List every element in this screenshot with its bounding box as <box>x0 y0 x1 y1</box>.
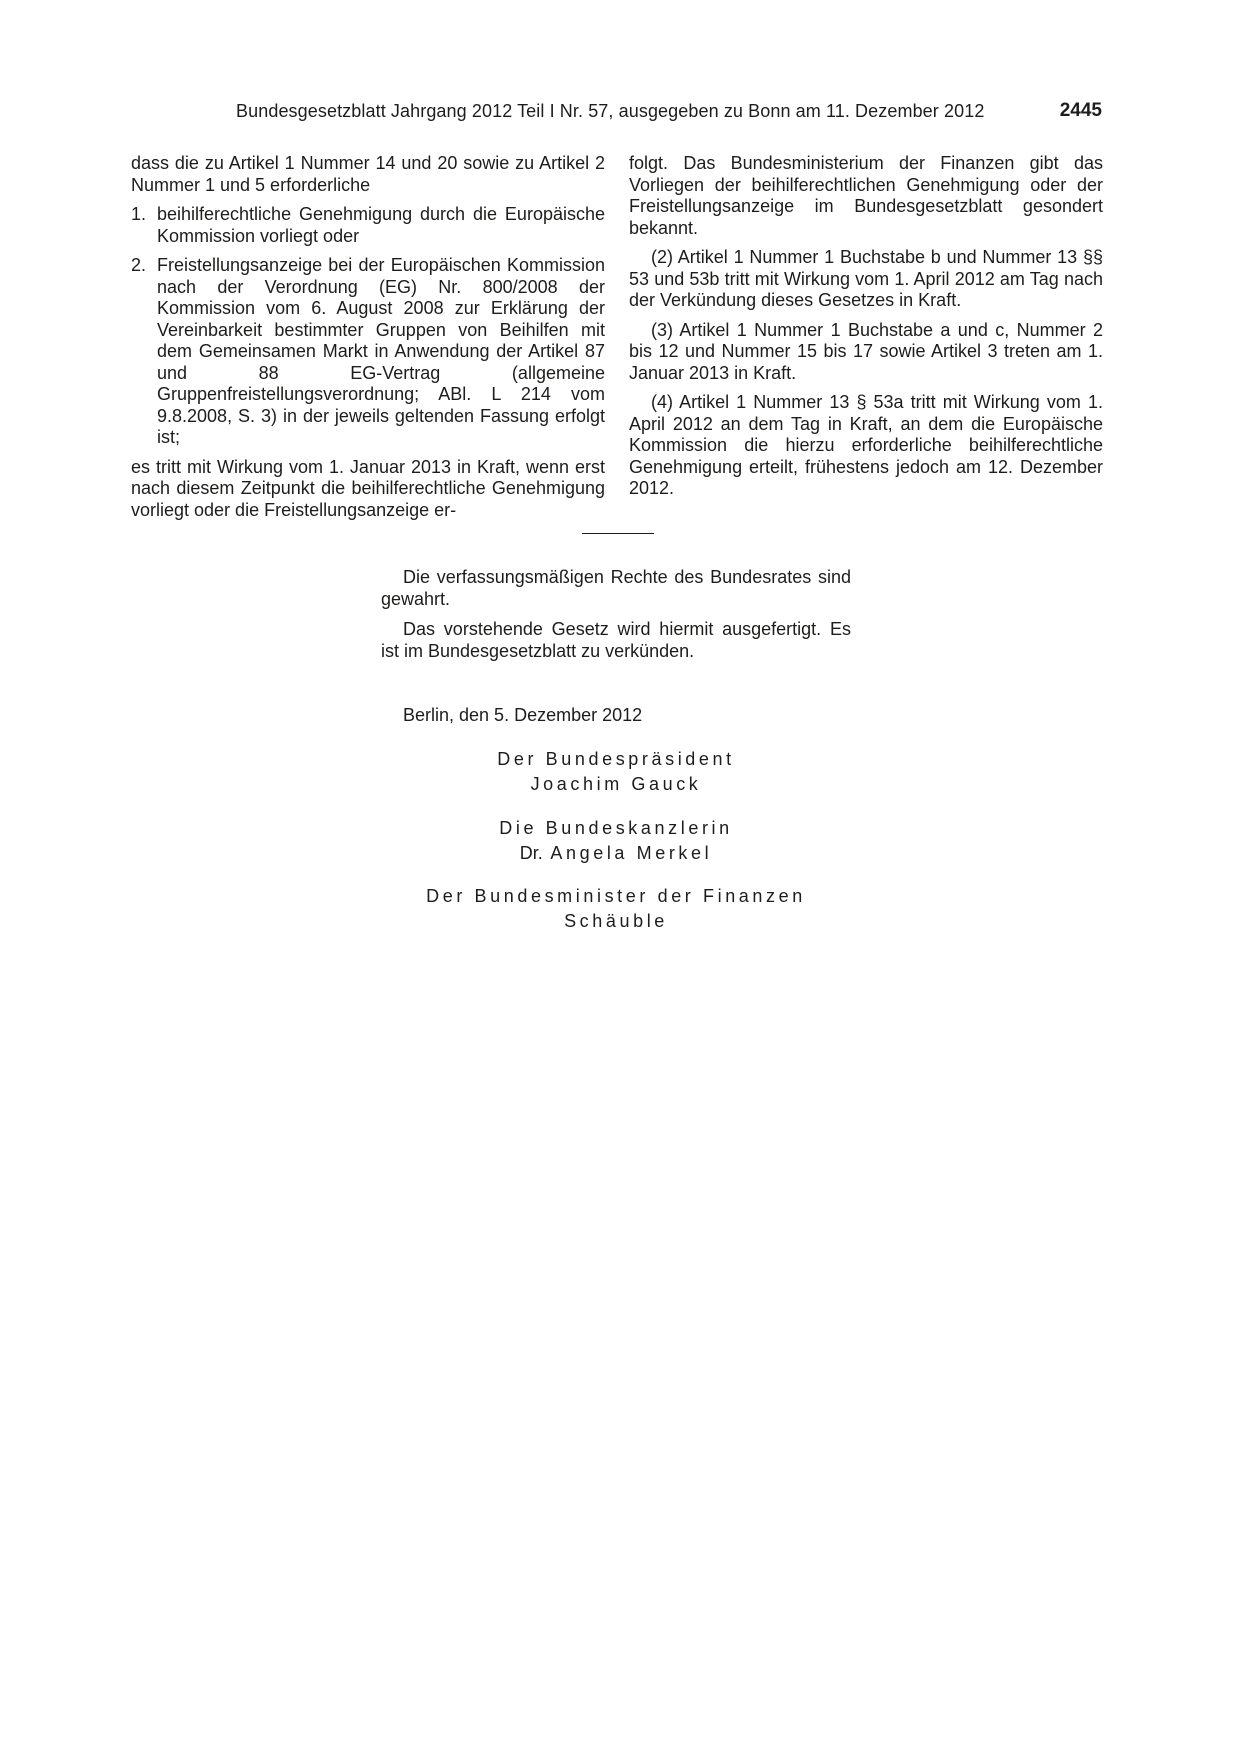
signatory-name <box>381 909 851 934</box>
left-intro-paragraph: dass die zu Artikel 1 Nummer 14 und 20 sowie zu Artikel 2 Nummer 1 und 5 erforderliche <box>131 153 605 195</box>
signatory-name <box>381 772 851 797</box>
signatory-last-name: Schäuble <box>564 911 668 931</box>
gazette-header-text: Bundesgesetzblatt Jahrgang 2012 Teil I Nr. 57, ausgegeben zu Bonn am 11. Dezember 2012 <box>236 101 985 121</box>
paragraph-4: (4) Artikel 1 Nummer 13 § 53a tritt mit Wirkung vom 1. April 2012 an dem Tag in Kraft, an dem die Europäische Kommission die hierzu erforderliche beihilferechtliche Genehmigung erteilt, frühestens jedoch am 12. Dezember 2012. <box>629 392 1103 498</box>
page-header <box>236 101 1102 127</box>
list-item-number: 1. <box>131 204 147 224</box>
signatory-last-name: Joachim Gauck <box>530 774 702 794</box>
signatory-title-prefix: Dr. <box>519 843 543 863</box>
signatory-last-name: Angela Merkel <box>550 843 713 863</box>
left-outro-paragraph: es tritt mit Wirkung vom 1. Januar 2013 in Kraft, wenn erst nach diesem Zeitpunkt die beihilferechtliche Genehmigung vorliegt oder die Freistellungsanzeige er- <box>131 456 605 520</box>
list-item-text: beihilferechtliche Genehmigung durch die Europäische Kommission vorliegt oder <box>157 204 605 246</box>
signature-block <box>381 816 851 866</box>
section-divider <box>582 533 654 534</box>
bundesrat-rights-statement: Die verfassungsmäßigen Rechte des Bundesrates sind gewahrt. <box>381 567 851 609</box>
signatory-office: Die Bundeskanzlerin <box>499 818 733 838</box>
left-column <box>131 153 605 521</box>
promulgation-statement: Das vorstehende Gesetz wird hiermit ausgefertigt. Es ist im Bundesgesetzblatt zu verkünden. <box>381 619 851 661</box>
list-item-text: Freistellungsanzeige bei der Europäischen Kommission nach der Verordnung (EG) Nr. 800/2008 der Kommission vom 6. August 2008 zur Erklärung der Vereinbarkeit bestimmter Gruppen von Beihilfen mit dem Gemeinsamen Markt in Anwendung der Artikel 87 und 88 EG-Vertrag (allgemeine Gruppenfreistellungsverordnung; ABl. L 214 vom 9.8.2008, S. 3) in der jeweils geltenden Fassung erfolgt ist; <box>157 255 605 447</box>
list-item <box>131 255 605 449</box>
list-item <box>131 204 605 247</box>
right-continuation-paragraph: folgt. Das Bundesministerium der Finanzen gibt das Vorliegen der beihilferechtlichen Genehmigung oder der Freistellungsanzeige im Bundesgesetzblatt gesondert bekannt. <box>629 153 1103 238</box>
paragraph-3: (3) Artikel 1 Nummer 1 Buchstabe a und c, Nummer 2 bis 12 und Nummer 15 bis 17 sowie Artikel 3 treten am 1. Januar 2013 in Kraft. <box>629 319 1103 383</box>
signatory-office: Der Bundespräsident <box>497 749 735 769</box>
signatory-name <box>381 841 851 866</box>
place-and-date: Berlin, den 5. Dezember 2012 <box>403 705 643 725</box>
paragraph-2: (2) Artikel 1 Nummer 1 Buchstabe b und Nummer 13 §§ 53 und 53b tritt mit Wirkung vom 1. April 2012 am Tag nach der Verkündung dieses Gesetzes in Kraft. <box>629 247 1103 310</box>
signature-block <box>381 747 851 797</box>
right-column <box>629 153 1103 500</box>
signatory-office: Der Bundesminister der Finanzen <box>426 886 806 906</box>
signature-block <box>381 884 851 934</box>
page-number: 2445 <box>1059 100 1102 121</box>
list-item-number: 2. <box>131 255 147 275</box>
closing-formula <box>381 566 851 662</box>
